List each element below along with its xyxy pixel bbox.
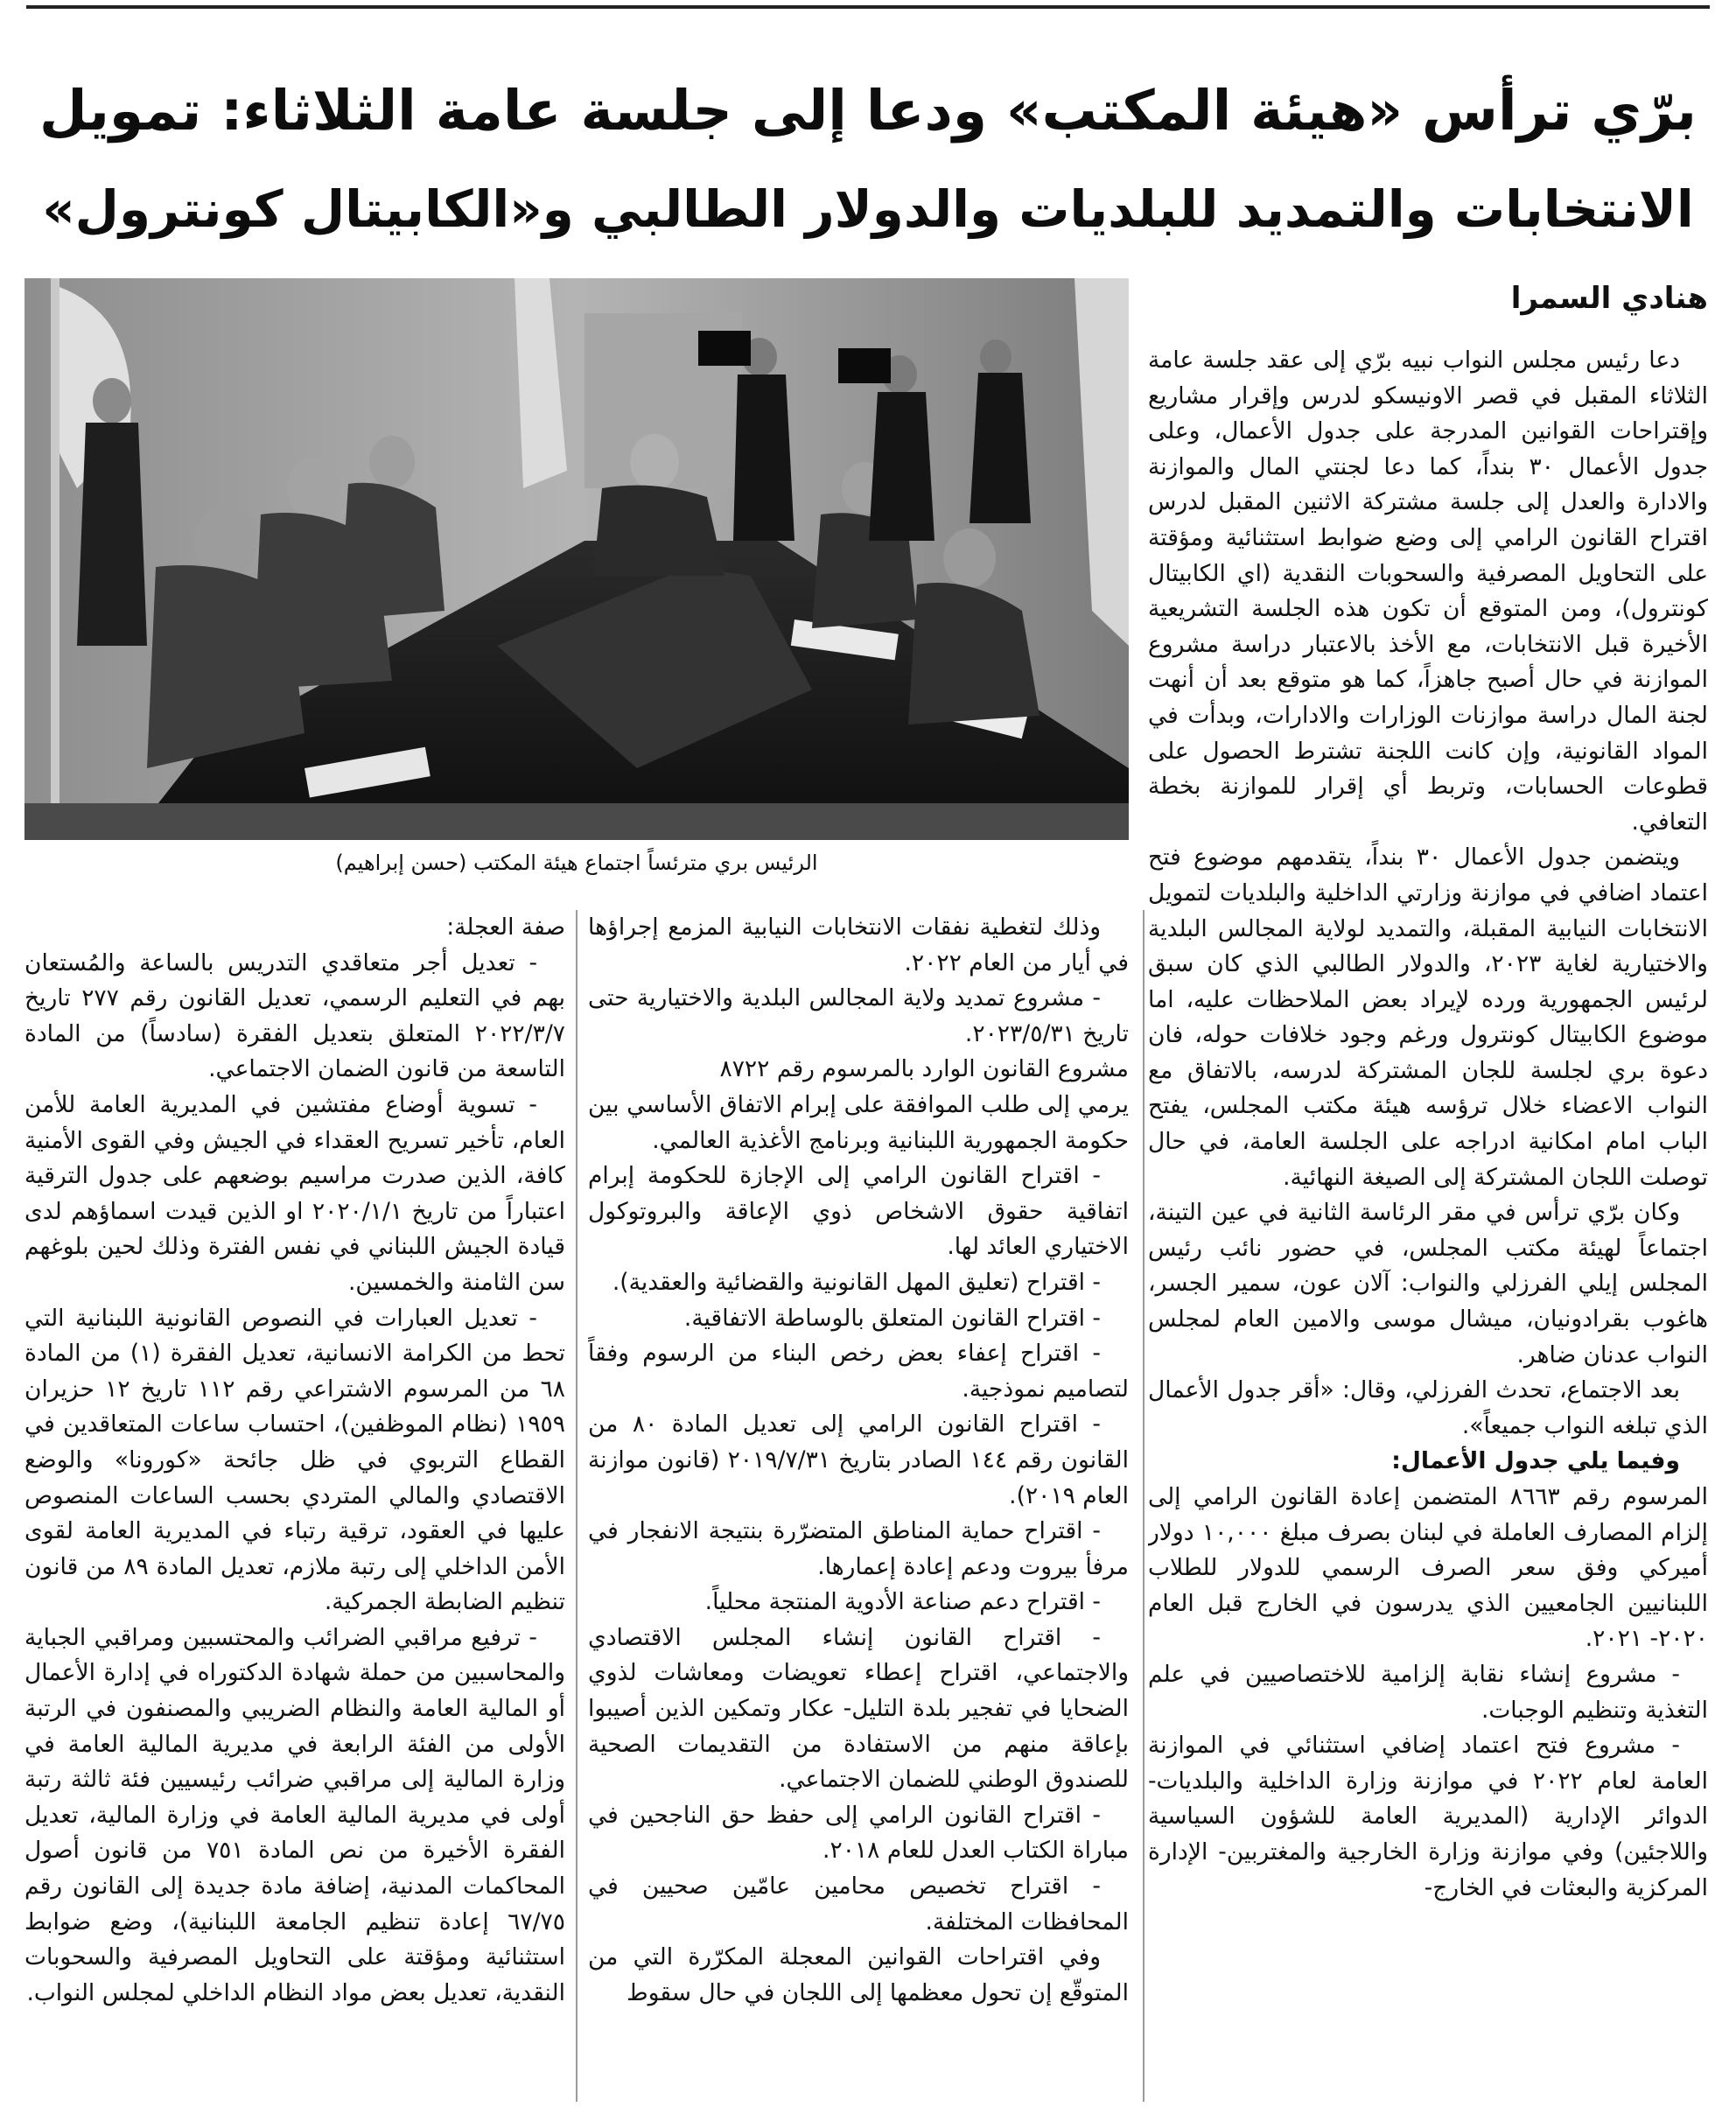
article-photo [24, 278, 1129, 840]
paragraph: - اقتراح القانون الرامي إلى حفظ حق الناجحين في مباراة الكتاب العدل للعام ٢٠١٨. [588, 1801, 1129, 1865]
paragraph: وكان برّي ترأس في مقر الرئاسة الثانية في عين التينة، اجتماعاً لهيئة مكتب المجلس، في حضور نائب رئيس المجلس إيلي الفرزلي والنواب: آلان عون، سمير الجسر، هاغوب بقرادونيان، ميشال موسى والامين العام لمجلس النواب عدنان ضاهر. [1148, 1199, 1708, 1368]
paragraph: وفي اقتراحات القوانين المعجلة المكرّرة التي من المتوقّع إن تحول معظمها إلى اللجان في حال سقوط [588, 1943, 1129, 2006]
paragraph: ويتضمن جدول الأعمال ٣٠ بنداً، يتقدمهم موضوع فتح اعتماد اضافي في موازنة وزارتي الداخلية والبلديات لتمويل الانتخابات النيابية المقبلة، والتمديد لولاية المجالس البلدية والاختيارية لغاية ٢٠٢٣، والدولار الطالبي الذي كان سبق لرئيس الجمهورية ورده لإيراد بعض الملاحظات عليه، اما موضوع الكابيتال كونترول ورغم وجود خلافات حوله، فان دعوة بري لجلسة للجان المشتركة لدرسه، بالاتفاق مع النواب الاعضاء خلال ترؤسه هيئة مكتب المجلس، يفتح الباب امام امكانية ادراجه على الجلسة العامة، في حال توصلت اللجان المشتركة إلى الصيغة النهائية. [1148, 844, 1708, 1191]
paragraph: - تعديل أجر متعاقدي التدريس بالساعة والمُستعان بهم في التعليم الرسمي، تعديل القانون رقم ٢٧٧ تاريخ ٢٠٢٢/٣/٧ المتعلق بتعديل الفقرة (سادساً) من المادة التاسعة من قانون الضمان الاجتماعي. [24, 948, 565, 1083]
article-column-right [1148, 343, 1708, 2102]
paragraph: وفيما يلي جدول الأعمال: [1391, 1447, 1680, 1475]
photo-caption: الرئيس بري مترئساً اجتماع هيئة المكتب (حسن إبراهيم) [335, 850, 818, 875]
headline-line-2: الانتخابات والتمديد للبلديات والدولار الطالبي و«الكابيتال كونترول» [42, 179, 1694, 240]
paragraph: - مشروع تمديد ولاية المجالس البلدية والاختيارية حتى تاريخ ٢٠٢٣/٥/٣١. [588, 984, 1129, 1047]
article-column-middle [588, 910, 1129, 2102]
paragraph: - اقتراح القانون الرامي إلى الإجازة للحكومة إبرام اتفاقية حقوق الاشخاص ذوي الإعاقة والبروتوكول الاختياري العائد لها. [588, 1162, 1129, 1261]
top-rule [26, 5, 1710, 9]
paragraph: - اقتراح (تعليق المهل القانونية والقضائية والعقدية). [612, 1268, 1101, 1296]
paragraph: وذلك لتغطية نفقات الانتخابات النيابية المزمع إجراؤها في أيار من العام ٢٠٢٢. [588, 914, 1129, 976]
paragraph: صفة العجلة: [446, 914, 565, 941]
paragraph: - اقتراح تخصيص محامين عامّين صحيين في المحافظات المختلفة. [588, 1872, 1129, 1936]
column-divider [576, 910, 578, 2102]
paragraph: - اقتراح حماية المناطق المتضرّرة بنتيجة الانفجار في مرفأ بيروت ودعم إعادة إعمارها. [588, 1517, 1129, 1580]
column-divider [1143, 910, 1144, 2102]
paragraph: مشروع القانون الوارد بالمرسوم رقم ٨٧٢٢ [719, 1055, 1129, 1083]
byline: هنادي السمرا [1510, 281, 1708, 316]
paragraph: دعا رئيس مجلس النواب نبيه برّي إلى عقد جلسة عامة الثلاثاء المقبل في قصر الاونيسكو لدرس وإقرار مشاريع وإقتراحات القوانين المدرجة على جدول الأعمال، وعلى جدول الأعمال ٣٠ بنداً، كما دعا لجنتي المال والموازنة والادارة والعدل إلى جلسة مشتركة الاثنين المقبل لدرس اقتراح القانون الرامي إلى وضع ضوابط استثنائية ومؤقتة على التحاويل المصرفية والسحوبات النقدية (اي الكابيتال كونترول)، ومن المتوقع أن تكون هذه الجلسة التشريعية الأخيرة قبل الانتخابات، مع الأخذ بالاعتبار دراسة مشروع الموازنة في حال أصبح جاهزاً، كما هو متوقع بعد أن أنهت لجنة المال دراسة موازنات الوزارات والادارات، وبدأت في المواد القانونية، وإن كانت اللجنة تشترط الحصول على قطوعات الحسابات، وتربط أي إقرار للموازنة بخطة التعافي. [1148, 346, 1708, 836]
paragraph: - تسوية أوضاع مفتشين في المديرية العامة للأمن العام، تأخير تسريح العقداء في الجيش وفي القوى الأمنية كافة، الذين صدرت مراسيم بوضعهم على جدول الترقية اعتباراً من تاريخ ٢٠٢٠/١/١ او الذين قيدت اسماؤهم لدى قيادة الجيش اللبناني في نفس الفترة وذلك لحين بلوغهم سن الثامنة والخمسين. [24, 1090, 565, 1296]
headline-line-1: برّي ترأس «هيئة المكتب» ودعا إلى جلسة عامة الثلاثاء: تمويل [39, 79, 1697, 144]
paragraph: - اقتراح القانون إنشاء المجلس الاقتصادي والاجتماعي، اقتراح إعطاء تعويضات ومعاشات لذوي الضحايا في تفجير بلدة التليل- عكار وتمكين الذين أصيبوا بإعاقة منهم من الاستفادة من التقديمات الصحية للصندوق الوطني للضمان الاجتماعي. [588, 1623, 1129, 1794]
paragraph: - اقتراح القانون الرامي إلى تعديل المادة ٨٠ من القانون رقم ١٤٤ الصادر بتاريخ ٢٠١٩/٧/٣١ (قانون موازنة العام ٢٠١٩). [588, 1410, 1129, 1509]
article-column-left [24, 910, 565, 2102]
paragraph: - تعديل العبارات في النصوص القانونية اللبنانية التي تحط من الكرامة الانسانية، تعديل الفقرة (١) من المادة ٦٨ من المرسوم الاشتراعي رقم ١١٢ تاريخ ١٢ حزيران ١٩٥٩ (نظام الموظفين)، احتساب ساعات المتعاقدين في القطاع التربوي في ظل جائحة «كورونا» والوضع الاقتصادي والمالي المتردي بحسب الساعات المنصوص عليها في العقود، ترقية رتباء في المديرية العامة لقوى الأمن الداخلي إلى رتبة ملازم، تعديل المادة ٨٩ من قانون تنظيم الضابطة الجمركية. [24, 1304, 565, 1616]
paragraph: - اقتراح القانون المتعلق بالوساطة الاتفاقية. [683, 1304, 1101, 1332]
paragraph: - ترفيع مراقبي الضرائب والمحتسبين ومراقبي الجباية والمحاسبين من حملة شهادة الدكتوراه في إدارة الأعمال أو المالية العامة والنظام الضريبي والمصنفون في الرتبة الأولى من الفئة الرابعة في مديرية المالية العامة في وزارة المالية إلى مراقبي ضرائب رئيسيين فئة ثالثة رتبة أولى في مديرية المالية العامة في وزارة المالية، تعديل الفقرة الأخيرة من نص المادة ٧٥١ من قانون أصول المحاكمات المدنية، إضافة مادة جديدة إلى القانون رقم ٦٧/٧٥ إعادة تنظيم الجامعة اللبنانية)، وضع ضوابط استثنائية ومؤقتة على التحاويل المصرفية والسحوبات النقدية، تعديل بعض مواد النظام الداخلي لمجلس النواب. [24, 1623, 565, 2006]
paragraph: - اقتراح إعفاء بعض رخص البناء من الرسوم وفقاً لتصاميم نموذجية. [588, 1340, 1129, 1403]
paragraph: المرسوم رقم ٨٦٦٣ المتضمن إعادة القانون الرامي إلى إلزام المصارف العاملة في لبنان بصرف مبلغ ١٠,٠٠٠ دولار أميركي وفق سعر الصرف الرسمي للدولار للطلاب اللبنانيين الجامعيين الذي يدرسون في الخارج قبل العام ٢٠٢٠- ٢٠٢١. [1148, 1483, 1708, 1653]
paragraph: - اقتراح دعم صناعة الأدوية المنتجة محلياً. [704, 1588, 1101, 1616]
paragraph: - مشروع إنشاء نقابة إلزامية للاختصاصيين في علم التغذية وتنظيم الوجبات. [1148, 1660, 1708, 1724]
paragraph: - مشروع فتح اعتماد إضافي استثنائي في الموازنة العامة لعام ٢٠٢٢ في موازنة وزارة الداخلية والبلديات- الدوائر الإدارية (المديرية العامة للشؤون السياسية واللاجئين) وفي موازنة وزارة الخارجية والمغتربين- الإدارة المركزية والبعثات في الخارج- [1148, 1732, 1708, 1901]
paragraph: بعد الاجتماع، تحدث الفرزلي، وقال: «أقر جدول الأعمال الذي تبلغه النواب جميعاً». [1148, 1376, 1708, 1439]
article-headline [35, 62, 1701, 281]
paragraph: يرمي إلى طلب الموافقة على إبرام الاتفاق الأساسي بين حكومة الجمهورية اللبنانية وبرنامج الأغذية العالمي. [588, 1090, 1129, 1154]
